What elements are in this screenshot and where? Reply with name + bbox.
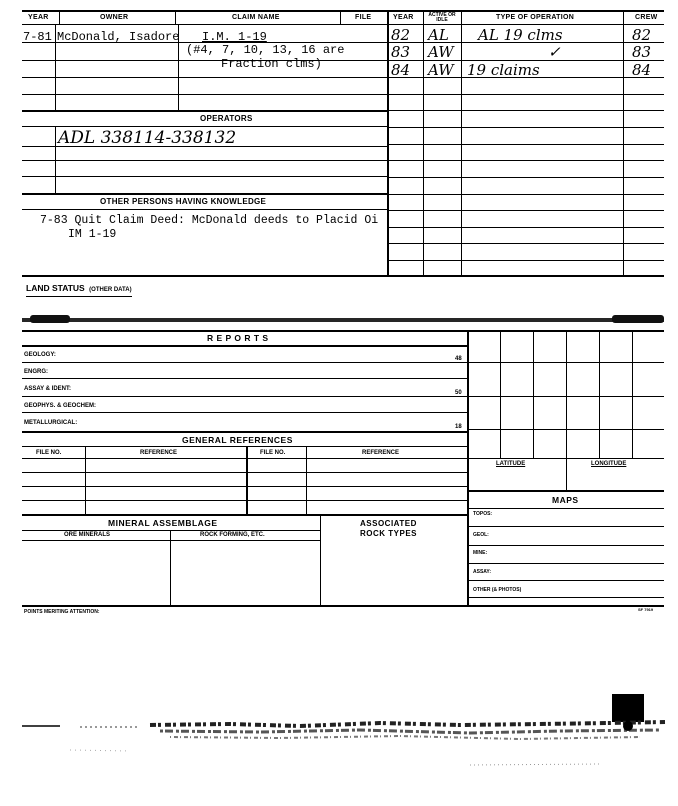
activity-row-1-operation: AL 19 clms	[478, 26, 563, 44]
points-meriting-attention: POINTS MERITING ATTENTION:	[24, 609, 100, 615]
activity-row-3-crew: 84	[632, 61, 652, 79]
land-status-title: LAND STATUS	[26, 283, 85, 293]
other-persons-line-1: 7-83 Quit Claim Deed: McDonald deeds to Placid Oi	[40, 214, 379, 227]
header-year-2: YEAR	[393, 14, 414, 21]
header-claim-name: CLAIM NAME	[232, 14, 280, 21]
mineral-assemblage-title: MINERAL ASSEMBLAGE	[108, 518, 218, 528]
other-persons-title: OTHER PERSONS HAVING KNOWLEDGE	[100, 197, 267, 206]
scan-smear-right	[612, 315, 664, 323]
land-status-subtitle: (OTHER DATA)	[89, 287, 132, 293]
maps-assay: ASSAY:	[473, 569, 492, 575]
header-crew: CREW	[635, 14, 658, 21]
maps-topos: TOPOS:	[473, 511, 493, 517]
report-assay-number: 50	[455, 390, 462, 396]
operators-entry: ADL 338114-338132	[58, 128, 237, 148]
form-number: SF 7919	[638, 607, 654, 612]
header-type-of-operation: TYPE OF OPERATION	[496, 14, 575, 21]
ore-minerals-label: ORE MINERALS	[64, 532, 111, 538]
claim-year: 7-81	[23, 30, 52, 44]
activity-row-3-active: AW	[428, 61, 454, 79]
claim-owner: McDonald, Isadore	[57, 30, 180, 44]
report-geophys-geochem: GEOPHYS. & GEOCHEM:	[24, 403, 97, 409]
report-metallurgical: METALLURGICAL:	[24, 420, 78, 426]
header-file: FILE	[355, 14, 372, 21]
general-references-title: GENERAL REFERENCES	[182, 435, 293, 445]
activity-row-3-operation: 19 claims	[467, 61, 540, 79]
longitude-label: LONGITUDE	[591, 461, 627, 467]
maps-geol: GEOL:	[473, 532, 489, 538]
activity-row-1-crew: 82	[632, 26, 652, 44]
associated-label: ASSOCIATED	[360, 519, 417, 528]
header-year: YEAR	[28, 14, 49, 21]
report-geology: GEOLOGY:	[24, 352, 56, 358]
activity-row-1-active: AL	[428, 26, 449, 44]
claim-note-line-1: (#4, 7, 10, 13, 16 are	[186, 43, 345, 57]
activity-row-2-operation: ✓	[548, 43, 561, 61]
latitude-label: LATITUDE	[496, 461, 526, 467]
land-status-label	[26, 278, 132, 297]
ref-col-reference-2: REFERENCE	[362, 450, 400, 456]
header-active-idle: ACTIVE OR IDLE	[428, 12, 456, 23]
activity-row-2-active: AW	[428, 43, 454, 61]
report-assay-ident: ASSAY & IDENT:	[24, 386, 72, 392]
claim-note-line-2: Fraction clms)	[221, 57, 322, 71]
scan-smear-left	[30, 315, 70, 323]
activity-row-2-year: 83	[391, 43, 411, 61]
operators-title: OPERATORS	[200, 114, 253, 123]
claim-name: I.M. 1-19	[202, 30, 267, 44]
maps-mine: MINE:	[473, 550, 488, 556]
activity-row-2-crew: 83	[632, 43, 652, 61]
report-engrg: ENGRG:	[24, 369, 48, 375]
ref-col-file-no-1: FILE NO.	[36, 450, 62, 456]
ref-col-file-no-2: FILE NO.	[260, 450, 286, 456]
activity-row-3-year: 84	[391, 61, 411, 79]
scan-smear-band	[22, 318, 664, 322]
rock-forming-label: ROCK FORMING, ETC.	[200, 532, 265, 538]
header-owner: OWNER	[100, 14, 129, 21]
maps-other: OTHER (& PHOTOS)	[473, 587, 522, 593]
other-persons-line-2: IM 1-19	[68, 228, 117, 241]
maps-title: MAPS	[552, 495, 579, 505]
reports-title: R E P O R T S	[207, 333, 269, 343]
ref-col-reference-1: REFERENCE	[140, 450, 178, 456]
report-metallurgical-number: 18	[455, 424, 462, 430]
report-geology-number: 48	[455, 356, 462, 362]
scan-noise-bottom	[0, 690, 678, 780]
activity-row-1-year: 82	[391, 26, 411, 44]
rock-types-label: ROCK TYPES	[360, 529, 418, 538]
